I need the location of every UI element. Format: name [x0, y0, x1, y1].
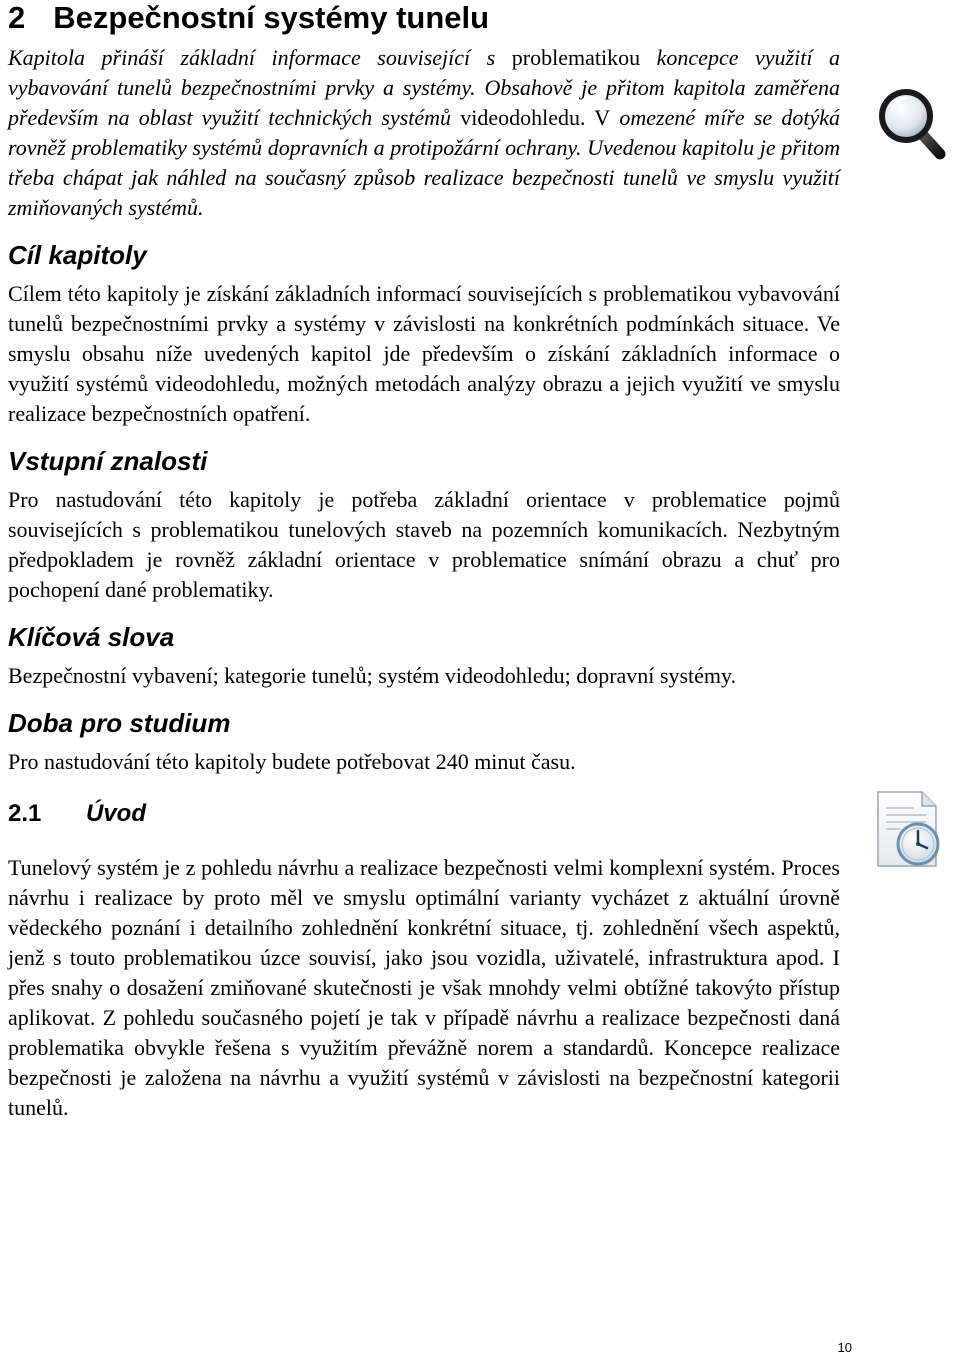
section-heading-keywords: Klíčová slova: [8, 622, 175, 652]
section-text-keywords: Bezpečnostní vybavení; kategorie tunelů; systém videodohledu; dopravní systémy.: [8, 663, 737, 688]
clock-document-icon: [870, 788, 948, 870]
subsection-title: Úvod: [86, 800, 146, 827]
section-heading-goal: Cíl kapitoly: [8, 240, 147, 270]
intro-text: Kapitola přináší základní informace související s: [8, 45, 496, 70]
magnifier-icon: [876, 86, 948, 162]
section-heading-prerequisites: Vstupní znalosti: [8, 446, 208, 476]
page-number: 10: [837, 1340, 852, 1355]
section-text-prerequisites: Pro nastudování této kapitoly je potřeba základní orientace v problematice pojmů souvisejících s problematikou tunelových staveb na pozemních komunikacích. Nezbytným předpokladem je rovněž základní orientace v problematice snímání obrazu a chuť pro pochopení dané problematiky.: [8, 487, 840, 602]
chapter-number: 2: [8, 0, 26, 35]
section-heading-study-time: Doba pro studium: [8, 708, 231, 738]
section-text-goal: Cílem této kapitoly je získání základních informací souvisejících s problematikou vybavování tunelů bezpečnostními prvky a systémy v závislosti na konkrétních podmínkách situace. Ve smyslu obsahu níže uvedených kapitol jde především o získání základních informace o využití systémů videodohledu, možných metodách analýzy obrazu a jejich využití ve smyslu realizace bezpečnostních opatření.: [8, 281, 840, 426]
subsection-text: Tunelový systém je z pohledu návrhu a realizace bezpečnosti velmi komplexní systém. Proces návrhu i realizace by proto měl ve smyslu optimální varianty vycházet z aktuální úrovně vědeckého poznání i detailního zohlednění konkrétní situace, tj. zohlednění všech aspektů, jenž s touto problematikou úzce souvisí, jako jsou vozidla, uživatelé, infrastruktura apod. I přes snahy o dosažení zmiňované skutečnosti je však mnohdy velmi obtížné takovýto přístup aplikovat. Z pohledu současného pojetí je tak v případě návrhu a realizace bezpečnosti daná problematika obvykle řešena s využitím převážně norem a standardů. Koncepce realizace bezpečnosti je založena na návrhu a využití systémů v závislosti na bezpečnostní kategorii tunelů.: [8, 855, 840, 1120]
subsection-heading: [8, 799, 840, 829]
document-page: [8, 0, 840, 1123]
intro-text-upright: videodohledu. V: [451, 105, 611, 130]
intro-text: omezené míře se dotýká rovněž problematiky systémů dopravních a protipožární ochrany. Uvedenou kapitolu je přitom třeba chápat jak náhled na současný způsob realizace bezpečnosti tunelů ve smyslu využití zmiňovaných systémů.: [8, 105, 840, 220]
intro-text: koncepce využití a vybavování tunelů bezpečnostními prvky a systémy. Obsahově je přitom kapitola zaměřena především na oblast využití technických systémů: [8, 45, 840, 130]
intro-text-upright: problematikou: [495, 45, 641, 70]
chapter-intro: [8, 43, 840, 223]
section-text-study-time: Pro nastudování této kapitoly budete potřebovat 240 minut času.: [8, 749, 576, 774]
chapter-title: [8, 0, 840, 43]
subsection-number: 2.1: [8, 800, 42, 827]
chapter-title-text: Bezpečnostní systémy tunelu: [53, 0, 490, 35]
